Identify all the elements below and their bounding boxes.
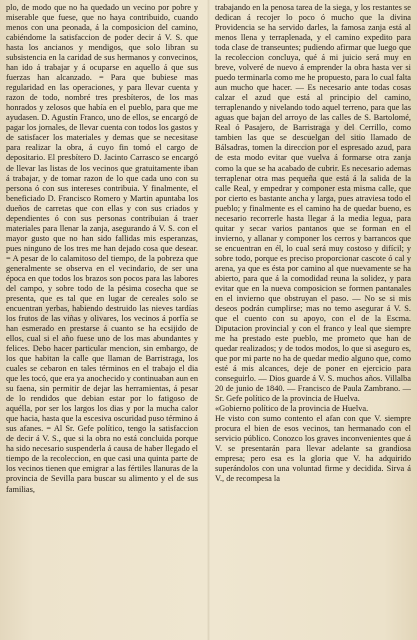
text-column-right: trabajando en la penosa tarea de la siega, y los restantes se dedican á recojer lo poco ó mucho que la divina Providencia se ha servido darles, la famosa zanja está al menos llena y terraplenada, y el camino expedito para toda clase de transeuntes; pudiendo afirmar que luego que la recoleccion concluya, qué á mi juicio será muy en breve, volveré de nuevo á emprender la obra hasta ver si puedo terminarla como me he propuesto, para lo cual falta aun mucho que hacer. — Es necesario ante todas cosas calzar el azud que está al principio del camino, terraplenando y nivelando todo aquel terreno, para que las aguas que bajan del arroyo de las calles de S. Bartolomé, Real ó Pasajero, de Barristraga y del Cerrillo, como tambien las que se descuelgan del sitio llamado de Bálsadras, tomen la direccion por el espresado azud, para de esta modo evitar que vuelva á formarse otra zanja como la que se ha acabado de cubrir. Es necesario ademas terraplenar otra mas pequeña que está á la salida de la calle Real, y empedrar y componer esta misma calle, que por cierto es bastante ancha y larga, pues atraviesa todo el pueblo; y finalmente es el camino ha de quedar bueno, es necesario recorrerle hasta llegar á la media legua, para quitar y secar varios pantanos que se forman en el invierno, y allanar y componer los cerros y barrancos que se encuentran en él, lo cual será muy costoso y difícil; y sobre todo, porque es preciso proporcionar cascote ó cal y arena, ya que es ésta por camino al que nuevamente se ha abierto, para que á la comodidad reuna la solidez, y para evitar que en la nueva composicion se formen pantanales en el invierno que obstruyan el paso. — No se si mis deseos podrán cumplirse; mas no temo asegurar á V. S. que el cuento con su apoyo, con el de la Escma. Diputacion provincial y con el franco y leal que siempre me ha prestado este pueblo, me prometo que han de quedar realizados; y de todos modos, lo que si aseguro es, que por mi parte no ha de quedar medio alguno que, como esté á mis alcances, deje de poner en ejercicio para conseguirlo. — Dios guarde á V. S. muchos años. Villalba 20 de junio de 1840. — Francisco de Paula Zambrano. — Sr. Gefe político de la provincia de Huelva. «Gobierno político de la provincia de Huelva. He visto con sumo contento el afan con que V. siempre procura el bien de esos vecinos, tan hermanado con el servicio público. Conozco los graves inconvenientes que á V. se presentarán para llevar adelante sa grandiosa empresa; pero esa es la gloria que V. ha adquirido superándolos con una voluntad firme y decidida. Sirva á V., de recompesa la [215,3,411,484]
text-column-left: plo, de modo que no ha quedado un vecino por pobre y miserable que fuese, que no haya contribuido, cuando menos con una peonada, á la composicion del camino, cabiéndome la satisfaccion de poder decir á V. S. que hasta los ancianos y mendigos, que solo libran su subsistencia en la caridad de sus hermanos y convecinos, han ido á trabajar y á ocuparse en aquello á que sus fuerzas han alcanzado. = Para que bubiese mas regularidad en las operaciones, y para llevar cuenta y razon de todo, nombré tres presbíteros, de los mas honrados y zelosos que había en el pueblo, para que me ayudasen. D. Agustín Franco, uno de ellos, se encargó de pagar los jornales, de llevar cuenta con todos los gastos y de satisfacer los materiales y demas que se necesitase para realizar la obra, á cuyo fin tomó el cargo de depositario. El presbítero D. Jacinto Carrasco se encargó de llevar las listas de los vecinos que gratuitamente iban á trabajar, y de tomar razon de lo que cada uno con su persona ó con sus intereses contribuia. Y finalmente, el beneficiado D. Francisco Romero y Martin apuntaba los dueños de carretas que con ellas y con sus criados y dependientes ó con sus personas contribuian á traer materiales para llenar la zanja, asegurando á V. S. con el mayor gusto que no han sido fallidas mis esperanzas, pues ninguno de los tres me han dejado cosa que desear. = A pesar de lo calamitoso del tiempo, de la pobreza que generalmente se observa en el vecindario, de ser una época en que todos los brazos son pocos para las labores del campo, y sobre todo de la pésima cosecha que se presenta, que es tal que en lugar de cereales solo se encuentran yerbas, habiendo destruido las nieves tardías los frutos de las viñas y olivares, los vecinos á porfía se han esmerado en prestarse á cuanto se ha ecsijido de ellos, cual si el año fuese uno de los mas abundantes y felices. Debo hacer particular mencion, sin embargo, de los que habitan la calle que llaman de Barristraga, los cuales se cebaron en tales términos en el trabajo el dia que les tocó, que era ya anochecido y continuaban aun en su faena, sin permitir de dejar las herramientas, á pesar de lo rendidos que debian estar por lo fatigoso de aquélla, por ser los largos los dias y por la mucha calor que hacia, hasta que la escesiva oscuridad puso término á sus afanes. = Al Sr. Gefe político, tengo la satisfaccion de decir á V. S., que si la obra no está concluida porque ha sido necesario suspenderla á causa de haber llegado el tiempo de la recoleccion, en que casi una quinta parte de los vecinos tienen que emigrar a las fértiles llanuras de la provincia de Sevilla para buscar su alimento y el de sus familias, [6,3,198,494]
column-gutter [207,0,210,640]
